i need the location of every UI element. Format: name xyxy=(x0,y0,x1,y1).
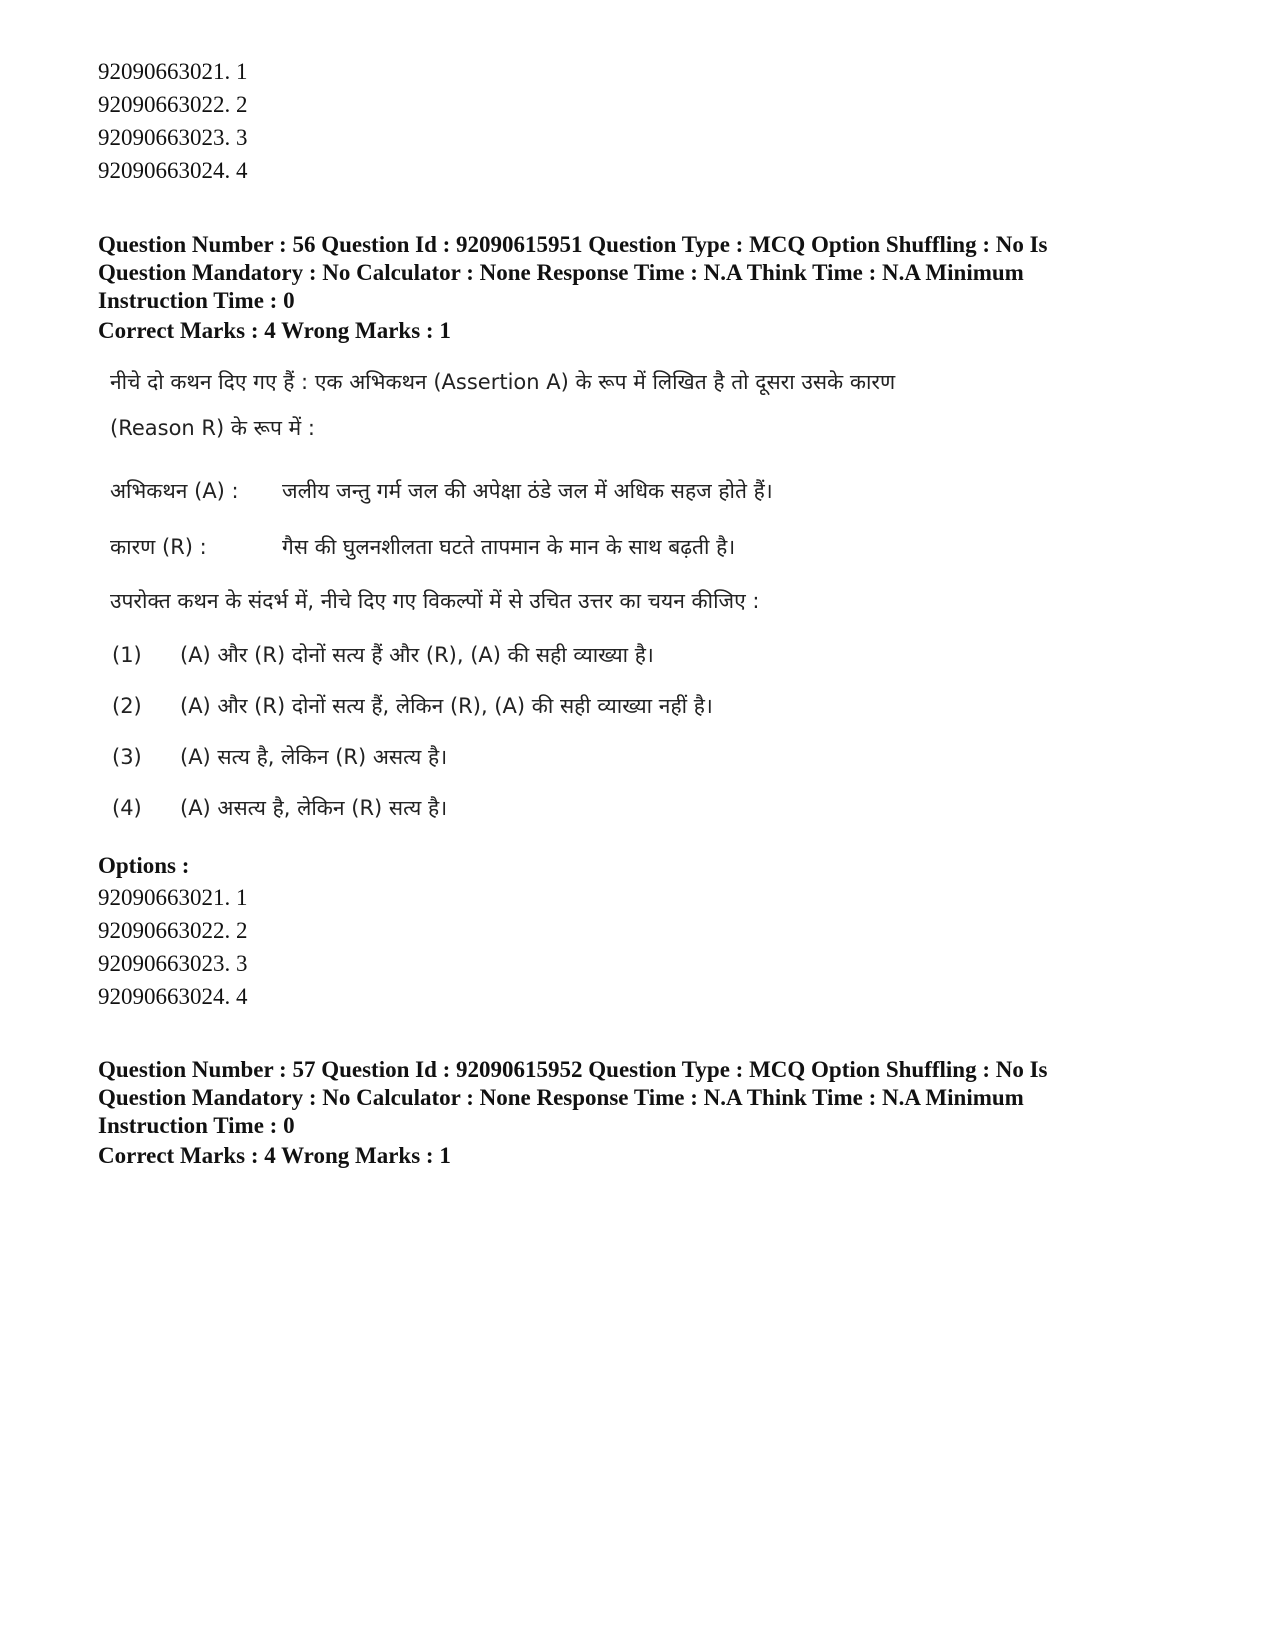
q57-marks: Correct Marks : 4 Wrong Marks : 1 xyxy=(98,1143,451,1168)
q56-header-line-2: Question Mandatory : No Calculator : None Response Time : N.A Think Time : N.A Minimum xyxy=(98,260,1024,285)
q57-header xyxy=(98,1056,1178,1140)
choice-2-text: (A) और (R) दोनों सत्य हैं, लेकिन (R), (A) की सही व्याख्या नहीं है। xyxy=(180,694,713,718)
reason-label: कारण (R) : xyxy=(110,535,207,559)
prev-option-1: 92090663021. 1 xyxy=(98,59,248,84)
choice-4-text: (A) असत्य है, लेकिन (R) सत्य है। xyxy=(180,796,448,820)
q56-header-line-1: Question Number : 56 Question Id : 92090615951 Question Type : MCQ Option Shuffling : No Is xyxy=(98,232,1048,257)
q56-header xyxy=(98,231,1178,315)
prev-option-4: 92090663024. 4 xyxy=(98,158,248,183)
q56-option-3: 92090663023. 3 xyxy=(98,951,248,976)
assertion-text: जलीय जन्तु गर्म जल की अपेक्षा ठंडे जल में अधिक सहज होते हैं। xyxy=(282,479,773,503)
q56-intro-line-2: (Reason R) के रूप में : xyxy=(110,416,315,440)
q56-option-1: 92090663021. 1 xyxy=(98,885,248,910)
q56-option-4: 92090663024. 4 xyxy=(98,984,248,1009)
choice-2-number: (2) xyxy=(112,694,142,718)
prev-option-2: 92090663022. 2 xyxy=(98,92,248,117)
choice-1-number: (1) xyxy=(112,643,142,667)
choice-4-number: (4) xyxy=(112,796,142,820)
q56-options-label: Options : xyxy=(98,853,190,878)
prev-option-3: 92090663023. 3 xyxy=(98,125,248,150)
q56-instruction: उपरोक्त कथन के संदर्भ में, नीचे दिए गए विकल्पों में से उचित उत्तर का चयन कीजिए : xyxy=(110,589,760,613)
choice-3-number: (3) xyxy=(112,745,142,769)
q56-marks: Correct Marks : 4 Wrong Marks : 1 xyxy=(98,318,451,343)
q57-header-line-1: Question Number : 57 Question Id : 92090615952 Question Type : MCQ Option Shuffling : No Is xyxy=(98,1057,1048,1082)
reason-text: गैस की घुलनशीलता घटते तापमान के मान के साथ बढ़ती है। xyxy=(282,535,736,559)
q56-option-2: 92090663022. 2 xyxy=(98,918,248,943)
choice-3-text: (A) सत्य है, लेकिन (R) असत्य है। xyxy=(180,745,448,769)
assertion-label: अभिकथन (A) : xyxy=(110,479,239,503)
q57-header-line-3: Instruction Time : 0 xyxy=(98,1113,295,1138)
q56-header-line-3: Instruction Time : 0 xyxy=(98,288,295,313)
q56-intro-line-1: नीचे दो कथन दिए गए हैं : एक अभिकथन (Assertion A) के रूप में लिखित है तो दूसरा उसके कारण xyxy=(110,370,896,394)
choice-1-text: (A) और (R) दोनों सत्य हैं और (R), (A) की सही व्याख्या है। xyxy=(180,643,654,667)
q57-header-line-2: Question Mandatory : No Calculator : None Response Time : N.A Think Time : N.A Minimum xyxy=(98,1085,1024,1110)
